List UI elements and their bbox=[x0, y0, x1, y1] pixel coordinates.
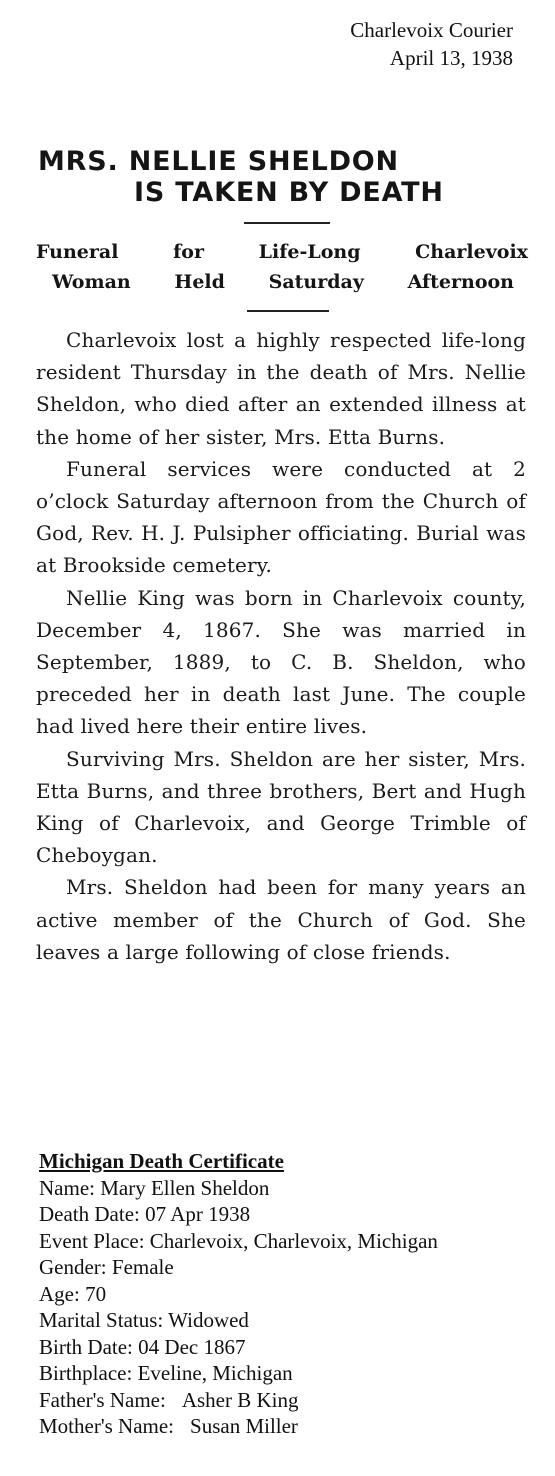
headline bbox=[38, 146, 538, 208]
article-paragraph: Charlevoix lost a highly respected life-long resident Thursday in the death of Mrs. Nellie Sheldon, who died after an extended illness at the home of her sister, Mrs. Etta Burns. bbox=[36, 328, 526, 449]
field-label: Event Place: bbox=[39, 1228, 145, 1253]
certificate-title: Michigan Death Certificate bbox=[39, 1149, 284, 1173]
field-value: Female bbox=[111, 1255, 174, 1279]
field-value: Charlevoix, Charlevoix, Michigan bbox=[149, 1228, 438, 1253]
certificate-field bbox=[39, 1281, 438, 1308]
article-body bbox=[36, 324, 526, 968]
certificate-field bbox=[39, 1307, 438, 1334]
article-paragraph: Mrs. Sheldon had been for many years an active member of the Church of God. She leaves a large following of close friends. bbox=[36, 875, 526, 964]
field-value: 07 Apr 1938 bbox=[145, 1202, 251, 1226]
article-paragraph: Funeral services were conducted at 2 o’clock Saturday afternoon from the Church of God, Rev. H. J. Pulsipher officiating. Burial was at Brookside cemetery. bbox=[36, 456, 526, 578]
headline-line-2: IS TAKEN BY DEATH bbox=[134, 177, 444, 208]
certificate-field bbox=[39, 1413, 438, 1440]
field-label: Mother's Name: bbox=[39, 1414, 175, 1438]
certificate-field bbox=[39, 1201, 438, 1228]
subheadline-line-1: Funeral for Life-Long Charlevoix bbox=[36, 241, 528, 263]
certificate-field bbox=[39, 1175, 438, 1202]
divider-rule-lower bbox=[247, 310, 329, 312]
newspaper-name: Charlevoix Courier bbox=[350, 18, 513, 42]
field-value: 70 bbox=[85, 1281, 107, 1306]
subheadline-line-2: Woman Held Saturday Afternoon bbox=[52, 271, 514, 293]
field-value: Susan Miller bbox=[190, 1414, 298, 1438]
field-value: 04 Dec 1867 bbox=[138, 1334, 246, 1359]
divider-rule-upper bbox=[244, 222, 330, 224]
publication-date: April 13, 1938 bbox=[389, 46, 513, 70]
certificate-field bbox=[39, 1228, 438, 1255]
death-certificate-record bbox=[39, 1148, 438, 1440]
field-label: Marital Status: bbox=[39, 1308, 164, 1332]
certificate-field bbox=[39, 1334, 438, 1361]
field-label: Father's Name: bbox=[39, 1387, 166, 1412]
certificate-field bbox=[39, 1254, 438, 1281]
field-label: Gender: bbox=[39, 1255, 107, 1279]
article-paragraph: Surviving Mrs. Sheldon are her sister, Mrs. Etta Burns, and three brothers, Bert and Hugh King of Charlevoix, and George Trimble of Cheboygan. bbox=[36, 746, 526, 868]
field-label: Birthplace: bbox=[39, 1361, 133, 1385]
certificate-field bbox=[39, 1360, 438, 1387]
article-paragraph: Nellie King was born in Charlevoix county, December 4, 1867. She was married in September, 1889, to C. B. Sheldon, who preceded her in death last June. The couple had lived here their entire lives. bbox=[36, 585, 526, 739]
field-value: Mary Ellen Sheldon bbox=[100, 1175, 270, 1200]
source-citation bbox=[350, 16, 513, 72]
field-label: Death Date: bbox=[39, 1202, 140, 1226]
certificate-field bbox=[39, 1387, 438, 1414]
field-value: Eveline, Michigan bbox=[137, 1361, 293, 1385]
field-value: Asher B King bbox=[181, 1387, 299, 1412]
subheadline bbox=[36, 237, 528, 297]
headline-line-1: MRS. NELLIE SHELDON bbox=[38, 146, 399, 177]
field-label: Age: bbox=[39, 1281, 80, 1306]
field-label: Birth Date: bbox=[39, 1334, 133, 1359]
field-label: Name: bbox=[39, 1175, 95, 1200]
field-value: Widowed bbox=[168, 1308, 249, 1332]
